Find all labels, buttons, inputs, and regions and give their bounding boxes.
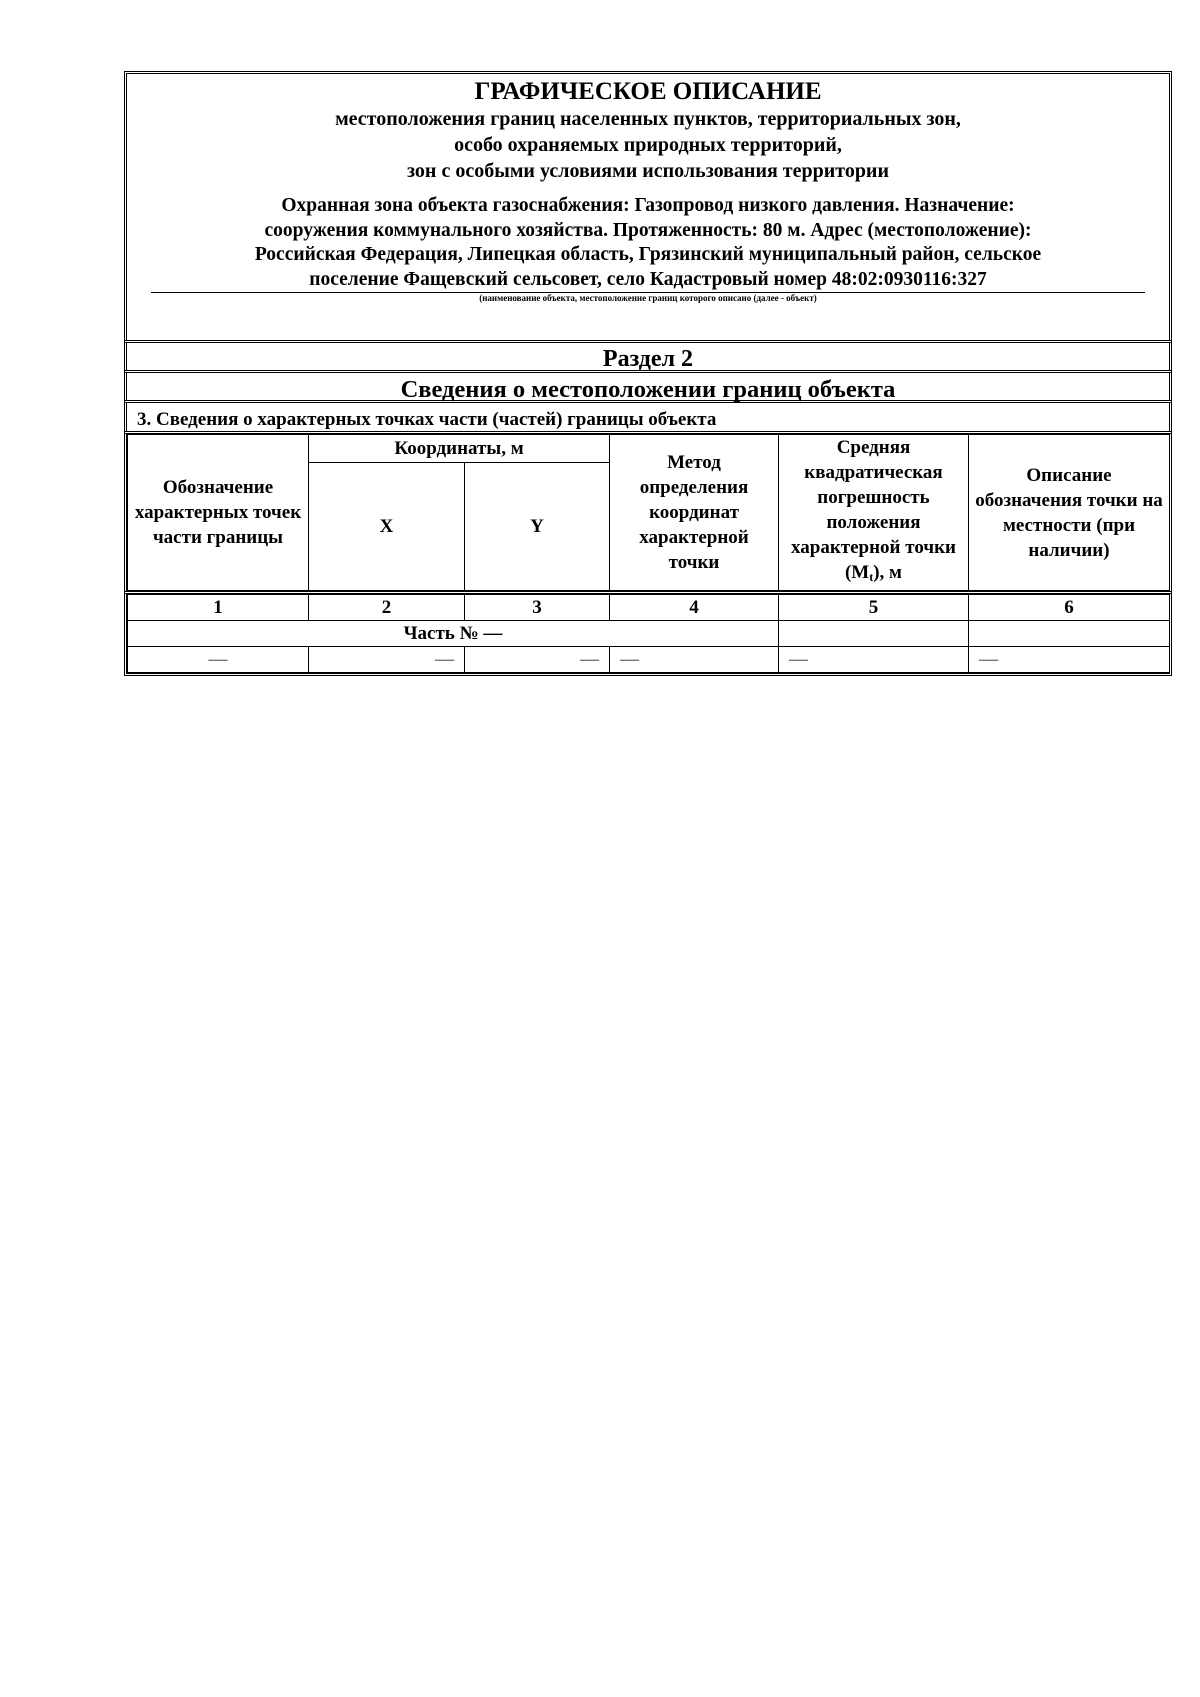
part-label: Часть № — bbox=[128, 621, 779, 647]
col-header-x: X bbox=[309, 462, 465, 590]
subtitle-line-1: местоположения границ населенных пунктов, территориальных зон, bbox=[335, 108, 961, 130]
object-line-3: Российская Федерация, Липецкая область, Грязинский муниципальный район, сельское bbox=[254, 244, 1042, 265]
object-line-2: сооружения коммунального хозяйства. Протяженность: 80 м. Адрес (местоположение): bbox=[264, 219, 1032, 241]
col-header-error bbox=[779, 435, 969, 591]
col-number-6: 6 bbox=[969, 595, 1170, 621]
section-title: Раздел 2 bbox=[124, 340, 1172, 373]
document-header bbox=[124, 71, 1172, 343]
col-header-desc: Описание обозначения точки на местности (при наличии) bbox=[969, 435, 1170, 591]
col-header-error-text: Средняя квадратическая погрешность положения характерной точки (M bbox=[791, 437, 956, 583]
cell-point: — bbox=[128, 647, 309, 673]
col-number-3: 3 bbox=[465, 595, 610, 621]
table-body-frame bbox=[124, 591, 1172, 676]
points-table-header bbox=[127, 434, 1170, 591]
document-page bbox=[124, 71, 1172, 676]
col-number-2: 2 bbox=[309, 595, 465, 621]
col-header-error-sub: t bbox=[869, 570, 874, 584]
table-header-frame bbox=[124, 431, 1172, 594]
part-empty-cell bbox=[779, 621, 969, 647]
col-header-error-tail: ), м bbox=[873, 562, 903, 583]
col-number-5: 5 bbox=[779, 595, 969, 621]
table-row bbox=[128, 621, 1170, 647]
subtitle-line-3: зон с особыми условиями использования территории bbox=[407, 160, 889, 182]
subsection-title: 3. Сведения о характерных точках части (частей) границы объекта bbox=[124, 400, 1172, 434]
table-row bbox=[128, 595, 1170, 621]
cell-error: — bbox=[779, 647, 969, 673]
part-empty-cell bbox=[969, 621, 1170, 647]
col-header-method: Метод определения координат характерной точки bbox=[610, 435, 779, 591]
col-number-1: 1 bbox=[128, 595, 309, 621]
cell-y: — bbox=[465, 647, 610, 673]
object-caption: (наименование объекта, местоположение границ которого описано (далее - объект) bbox=[479, 293, 817, 303]
section-subtitle: Сведения о местоположении границ объекта bbox=[124, 370, 1172, 403]
col-number-4: 4 bbox=[610, 595, 779, 621]
subtitle-line-2: особо охраняемых природных территорий, bbox=[454, 134, 842, 156]
object-line-4: поселение Фащевский сельсовет, село Кадастровый номер 48:02:0930116:327 bbox=[309, 268, 987, 290]
col-header-coords: Координаты, м bbox=[309, 435, 610, 463]
points-table-body bbox=[127, 594, 1170, 673]
cell-method: — bbox=[610, 647, 779, 673]
object-description bbox=[147, 194, 1149, 292]
table-row bbox=[128, 647, 1170, 673]
col-header-y: Y bbox=[465, 462, 610, 590]
document-title: ГРАФИЧЕСКОЕ ОПИСАНИЕ bbox=[474, 78, 822, 105]
object-line-1: Охранная зона объекта газоснабжения: Газопровод низкого давления. Назначение: bbox=[281, 195, 1015, 216]
cell-desc: — bbox=[969, 647, 1170, 673]
col-header-point: Обозначение характерных точек части границы bbox=[128, 435, 309, 591]
cell-x: — bbox=[309, 647, 465, 673]
